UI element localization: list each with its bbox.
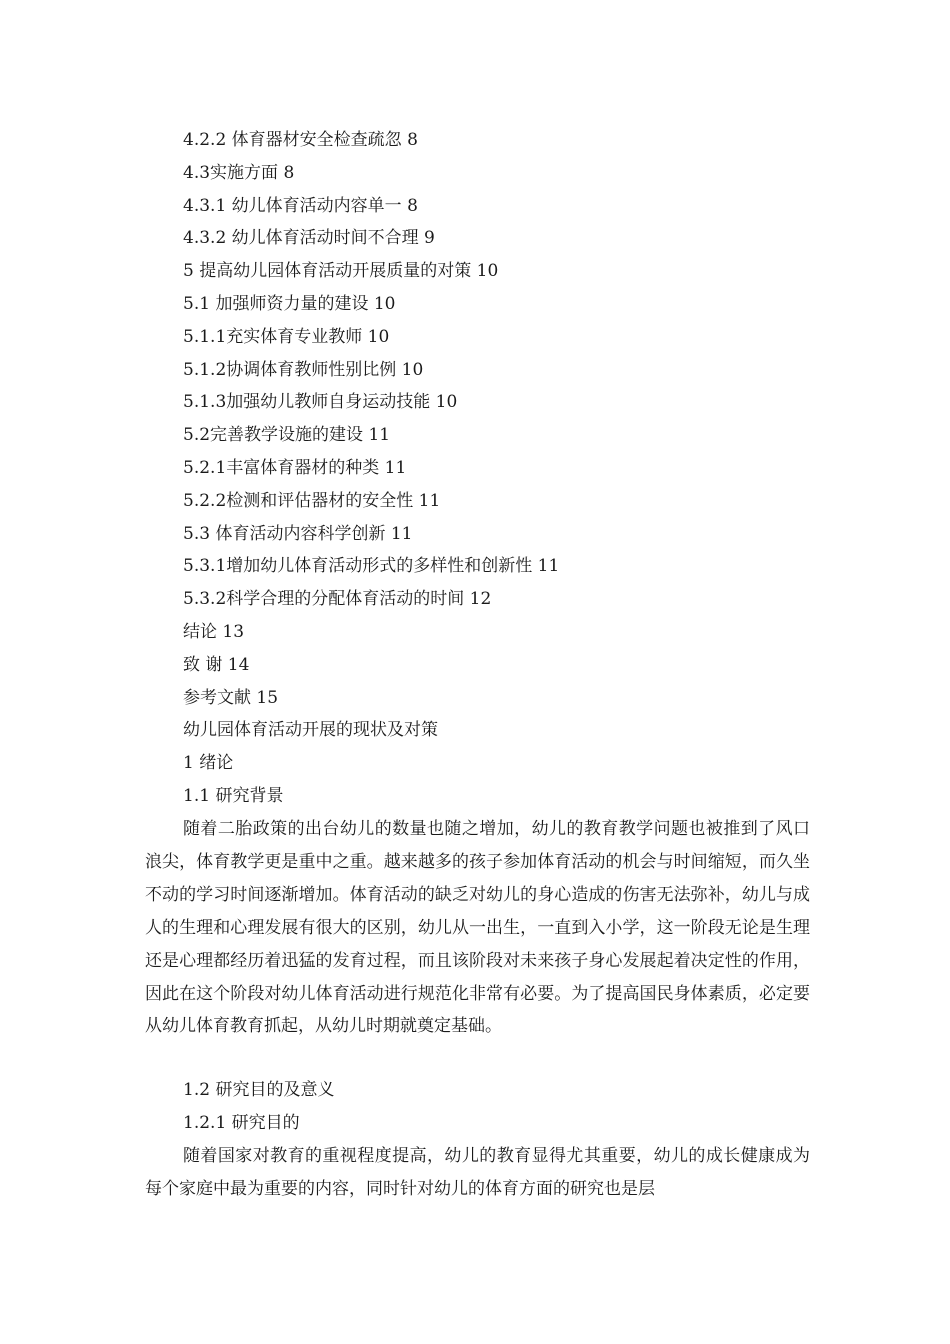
toc-entry: 4.3.2 幼儿体育活动时间不合理 9 <box>183 228 435 249</box>
toc-entry: 结论 13 <box>183 621 245 642</box>
toc-entry: 5.1.2协调体育教师性别比例 10 <box>183 359 424 380</box>
toc-entry: 4.3实施方面 8 <box>183 162 295 183</box>
subsection-heading: 1.2 研究目的及意义 <box>183 1080 335 1100</box>
toc-entry: 5.2完善教学设施的建设 11 <box>183 425 391 446</box>
toc-entry: 5.2.2检测和评估器材的安全性 11 <box>183 490 441 511</box>
subsection-heading: 1.1 研究背景 <box>183 786 284 806</box>
toc-entry: 参考文献 15 <box>183 687 279 708</box>
toc-entry: 5.1 加强师资力量的建设 10 <box>183 293 396 314</box>
table-of-contents <box>183 124 863 714</box>
body-paragraph: 随着国家对教育的重视程度提高，幼儿的教育显得尤其重要，幼儿的成长健康成为每个家庭中最为重要的内容，同时针对幼儿的体育方面的研究也是层 <box>145 1146 810 1199</box>
toc-entry: 5.3.2科学合理的分配体育活动的时间 12 <box>183 589 492 610</box>
section-heading: 1 绪论 <box>183 753 234 773</box>
toc-entry: 5.3 体育活动内容科学创新 11 <box>183 523 413 544</box>
toc-entry: 5 提高幼儿园体育活动开展质量的对策 10 <box>183 261 499 282</box>
toc-entry: 5.3.1增加幼儿体育活动形式的多样性和创新性 11 <box>183 556 560 577</box>
toc-entry: 5.1.1充实体育专业教师 10 <box>183 326 390 347</box>
toc-entry: 致 谢 14 <box>183 654 250 675</box>
toc-entry: 4.3.1 幼儿体育活动内容单一 8 <box>183 195 418 216</box>
body-paragraph: 随着二胎政策的出台幼儿的数量也随之增加，幼儿的教育教学问题也被推到了风口浪尖，体育教学更是重中之重。越来越多的孩子参加体育活动的机会与时间缩短，而久坐不动的学习时间逐渐增加。体育活动的缺乏对幼儿的身心造成的伤害无法弥补，幼儿与成人的生理和心理发展有很大的区别，幼儿从一出生，一直到入小学，这一阶段无论是生理还是心理都经历着迅猛的发育过程，而且该阶段对未来孩子身心发展起着决定性的作用，因此在这个阶段对幼儿体育活动进行规范化非常有必要。为了提高国民身体素质，必定要从幼儿体育教育抓起，从幼儿时期就奠定基础。 <box>145 819 810 1037</box>
toc-entry: 5.2.1丰富体育器材的种类 11 <box>183 457 407 478</box>
toc-entry: 4.2.2 体育器材安全检查疏忽 8 <box>183 130 418 150</box>
document-title: 幼儿园体育活动开展的现状及对策 <box>183 720 438 740</box>
toc-entry: 5.1.3加强幼儿教师自身运动技能 10 <box>183 392 458 413</box>
subsubsection-heading: 1.2.1 研究目的 <box>183 1113 300 1133</box>
